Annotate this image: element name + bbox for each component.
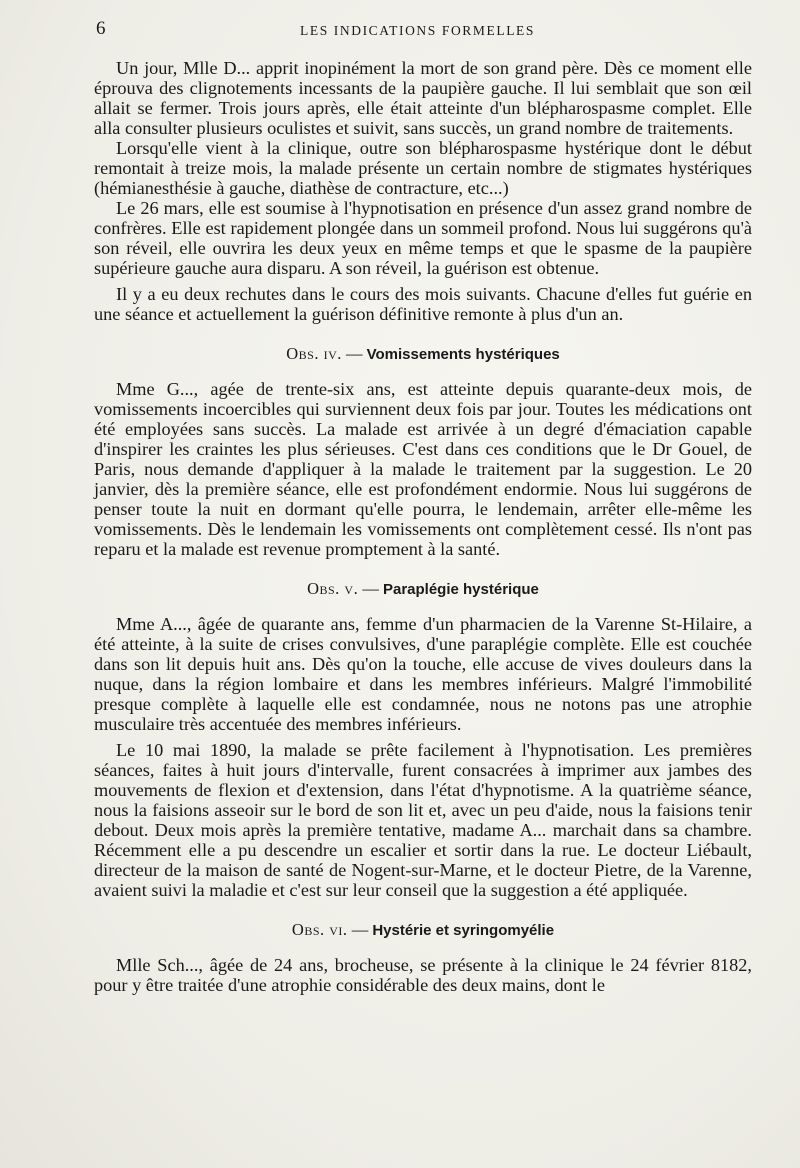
running-head <box>96 18 750 48</box>
paragraph: Le 26 mars, elle est soumise à l'hypnotisation en présence d'un assez grand nombre de confrères. Elle est rapidement plongée dans un sommeil profond. Nous lui suggérons qu'à son réveil, elle ouvrira les deux yeux en même temps et que le spasme de la paupière supérieure gauche aura disparu. A son réveil, la guérison est obtenue. <box>94 198 752 278</box>
paragraph: Il y a eu deux rechutes dans le cours des mois suivants. Chacune d'elles fut guérie en une séance et actuellement la guérison définitive remonte à plus d'un an. <box>94 284 752 324</box>
section-label: Obs. v. <box>307 579 359 598</box>
paragraph: Mme A..., âgée de quarante ans, femme d'un pharmacien de la Varenne St-Hilaire, a été atteinte, à la suite de crises convulsives, d'une paraplégie complète. Elle est couchée dans son lit depuis huit ans. Dès qu'on la touche, elle accuse de vives douleurs dans la nuque, dans la région lombaire et dans les membres inférieurs. Malgré l'immobilité presque complète à laquelle elle est condamnée, nous ne notons pas une atrophie musculaire très accentuée des membres inférieurs. <box>94 614 752 734</box>
section-heading-obs-iv: Obs. iv. — Vomissements hystériques <box>286 344 560 363</box>
section-label: Obs. vi. <box>291 920 348 939</box>
paragraph: Mme G..., agée de trente-six ans, est atteinte depuis quarante-deux mois, de vomissements incoercibles qui surviennent deux fois par jour. Toutes les médications ont été employées sans succès. La malade est arrivée à un degré d'émaciation capable d'inspirer les craintes les plus sérieuses. C'est dans ces conditions que le Dr Gouel, de Paris, nous demande d'appliquer à la malade le traitement par la suggestion. Le 20 janvier, dès la première séance, elle est profondément endormie. Nous lui suggérons de penser toute la nuit en dormant qu'elle pourra, le lendemain, arrêter elle-même les vomissements. Dès le lendemain les vomissements ont complètement cessé. Ils n'ont pas reparu et la malade est revenue promptement à la santé. <box>94 379 752 559</box>
running-title: LES INDICATIONS FORMELLES <box>300 23 536 38</box>
paragraph: Mlle Sch..., âgée de 24 ans, brocheuse, se présente à la clinique le 24 février 8182, pour y être traitée d'une atrophie considérable des deux mains, dont le <box>94 955 752 995</box>
section-label: Obs. iv. <box>286 344 342 363</box>
section-heading-obs-vi: Obs. vi. — Hystérie et syringomyélie <box>291 920 555 939</box>
paragraph: Le 10 mai 1890, la malade se prête facilement à l'hypnotisation. Les premières séances, faites à huit jours d'intervalle, furent consacrées à imprimer aux jambes des mouvements de flexion et d'extension, dans l'état d'hypnotisme. A la quatrième séance, nous la faisions asseoir sur le bord de son lit et, avec un peu d'aide, nous la faisions tenir debout. Deux mois après la première tentative, madame A... marchait dans sa chambre. Récemment elle a pu descendre un escalier et sortir dans la rue. Le docteur Liébault, directeur de la maison de santé de Nogent-sur-Marne, et le docteur Pietre, de la Varenne, avaient suivi la maladie et c'est sur leur conseil que la suggestion a été appliquée. <box>94 740 752 900</box>
paragraph: Un jour, Mlle D... apprit inopinément la mort de son grand père. Dès ce moment elle éprouva des clignotements incessants de la paupière gauche. Il lui semblait que son œil allait se fermer. Trois jours après, elle était atteinte d'un blépharospasme complet. Elle alla consulter plusieurs oculistes et suivit, sans succès, un grand nombre de traitements. <box>94 58 752 138</box>
paragraph: Lorsqu'elle vient à la clinique, outre son blépharospasme hystérique dont le début remontait à treize mois, la malade présente un certain nombre de stigmates hystériques (hémianesthésie à gauche, diathèse de contracture, etc...) <box>94 138 752 198</box>
section-heading-obs-v: Obs. v. — Paraplégie hystérique <box>307 579 539 598</box>
section-title: Hystérie et syringomyélie <box>372 922 555 939</box>
page-number: 6 <box>96 18 106 39</box>
section-title: Paraplégie hystérique <box>382 581 539 598</box>
section-title: Vomissements hystériques <box>366 346 560 363</box>
body-text <box>94 58 752 995</box>
